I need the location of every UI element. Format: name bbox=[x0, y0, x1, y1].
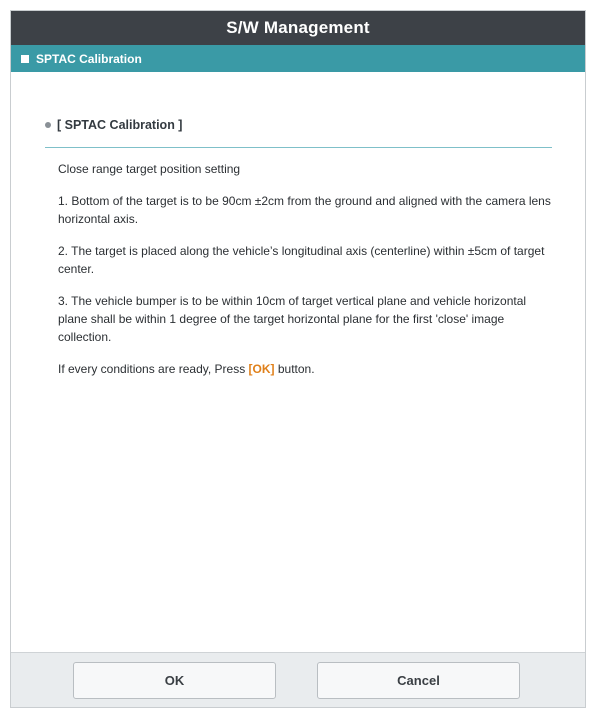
instruction-text bbox=[58, 160, 558, 392]
section-header bbox=[11, 45, 585, 72]
sw-management-window bbox=[10, 10, 586, 708]
section-title: SPTAC Calibration bbox=[36, 51, 142, 66]
ok-button[interactable]: OK bbox=[73, 662, 276, 699]
heading-divider bbox=[45, 147, 552, 148]
instruction-final bbox=[58, 360, 558, 378]
button-footer bbox=[11, 652, 585, 708]
instruction-step-1: 1. Bottom of the target is to be 90cm ±2cm from the ground and aligned with the camera lens horizontal axis. bbox=[58, 194, 551, 226]
window-title: S/W Management bbox=[226, 18, 370, 37]
square-bullet-icon bbox=[21, 55, 29, 63]
instruction-step-2: 2. The target is placed along the vehicle’s longitudinal axis (centerline) within ±5cm of target center. bbox=[58, 244, 545, 276]
final-text-after: button. bbox=[274, 362, 315, 376]
content-heading-row bbox=[45, 118, 182, 132]
instruction-intro: Close range target position setting bbox=[58, 162, 241, 176]
ok-highlight: [OK] bbox=[248, 362, 275, 376]
content-area bbox=[11, 72, 585, 652]
cancel-button[interactable]: Cancel bbox=[317, 662, 520, 699]
content-heading: [ SPTAC Calibration ] bbox=[57, 118, 183, 132]
final-text-before: If every conditions are ready, Press bbox=[58, 362, 249, 376]
circle-bullet-icon bbox=[45, 122, 51, 128]
window-titlebar bbox=[11, 11, 585, 45]
instruction-step-3: 3. The vehicle bumper is to be within 10cm of target vertical plane and vehicle horizontal plane shall be within 1 degree of the target horizontal plane for the first 'close' image collection. bbox=[58, 294, 527, 344]
